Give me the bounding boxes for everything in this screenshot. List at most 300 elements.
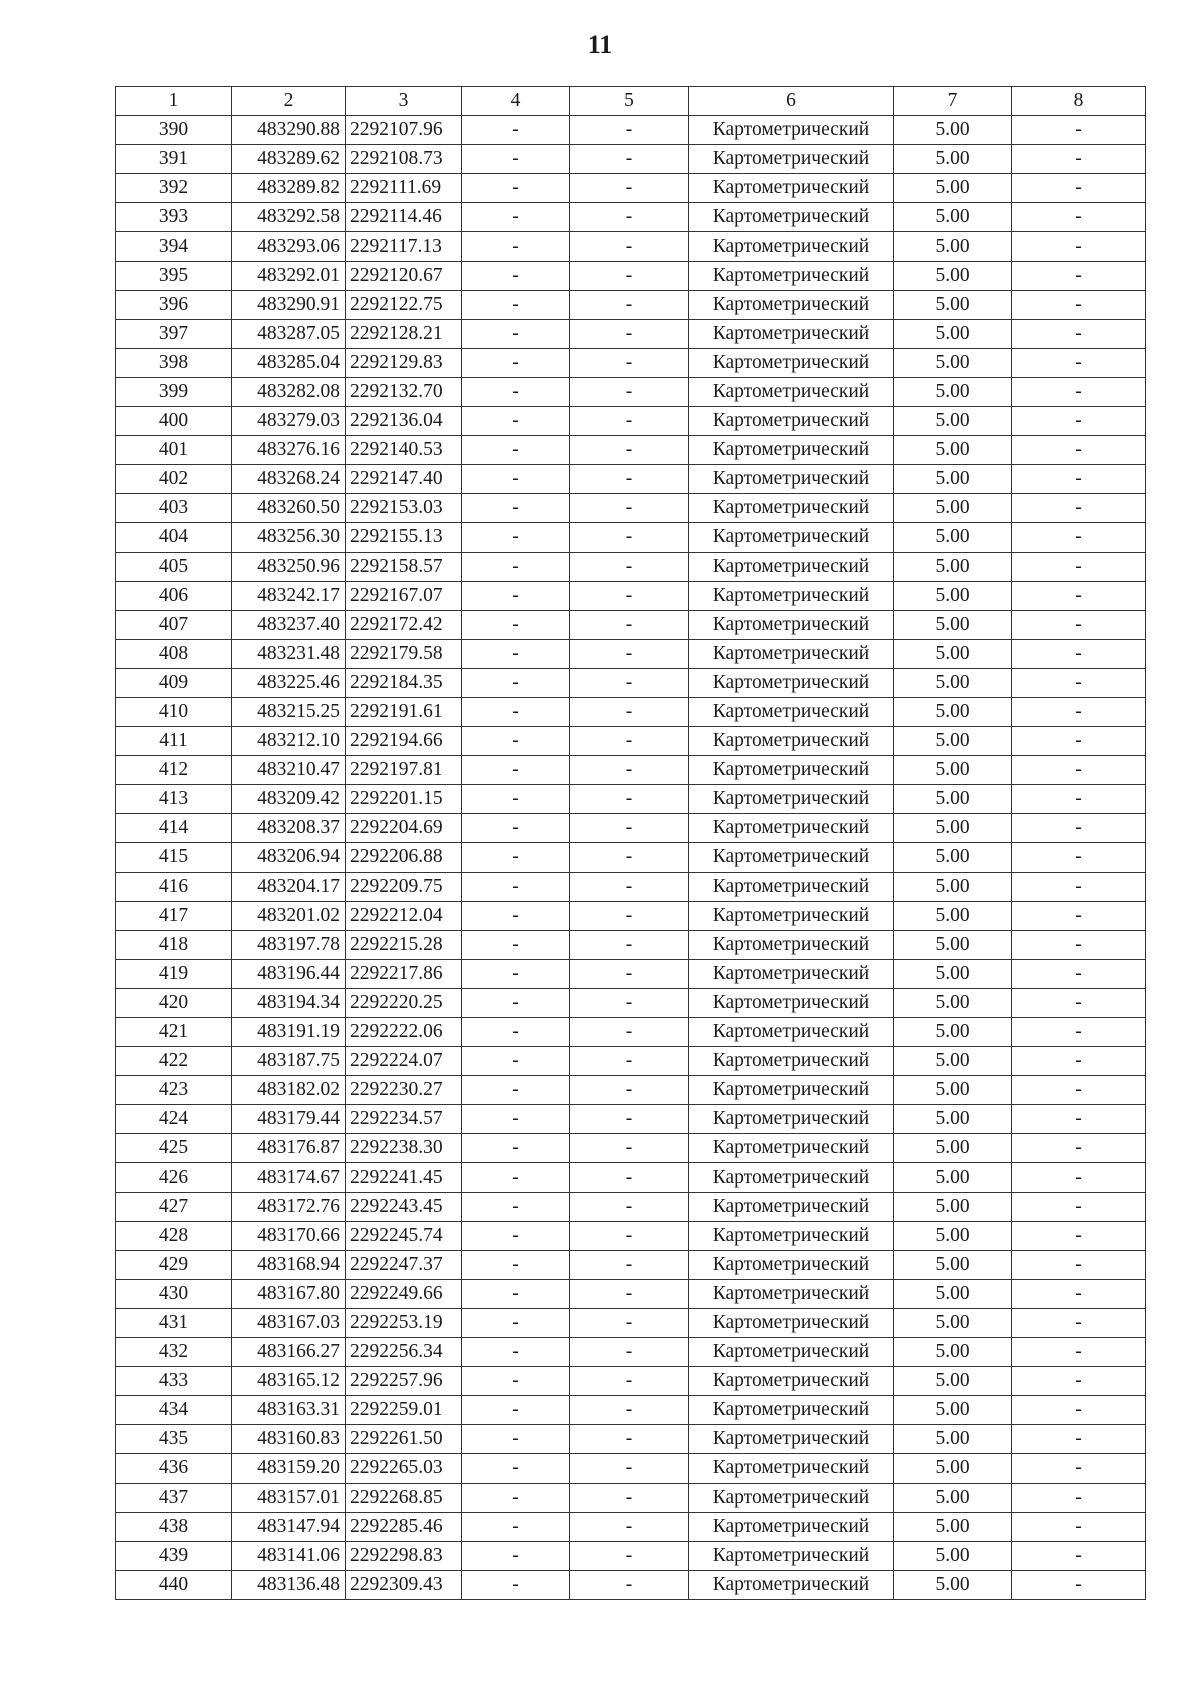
- table-row: [116, 814, 1146, 843]
- point-number-cell: 421: [116, 1018, 232, 1047]
- column-8-cell: -: [1012, 1134, 1146, 1163]
- accuracy-cell: 5.00: [894, 697, 1012, 726]
- x-coordinate-cell: 483250.96: [232, 552, 346, 581]
- column-4-cell: -: [462, 930, 570, 959]
- column-5-cell: -: [570, 1570, 689, 1599]
- x-coordinate-cell: 483165.12: [232, 1367, 346, 1396]
- column-4-cell: -: [462, 465, 570, 494]
- y-coordinate-cell: 2292111.69: [346, 174, 462, 203]
- accuracy-cell: 5.00: [894, 901, 1012, 930]
- x-coordinate-cell: 483282.08: [232, 377, 346, 406]
- y-coordinate-cell: 2292309.43: [346, 1570, 462, 1599]
- column-8-cell: -: [1012, 319, 1146, 348]
- table-row: [116, 1221, 1146, 1250]
- accuracy-cell: 5.00: [894, 1250, 1012, 1279]
- point-number-cell: 416: [116, 872, 232, 901]
- table-row: [116, 1047, 1146, 1076]
- column-4-cell: -: [462, 727, 570, 756]
- table-row: [116, 1250, 1146, 1279]
- x-coordinate-cell: 483290.88: [232, 116, 346, 145]
- x-coordinate-cell: 483159.20: [232, 1454, 346, 1483]
- x-coordinate-cell: 483147.94: [232, 1512, 346, 1541]
- column-4-cell: -: [462, 1512, 570, 1541]
- method-cell: Картометрический: [689, 901, 894, 930]
- y-coordinate-cell: 2292155.13: [346, 523, 462, 552]
- y-coordinate-cell: 2292120.67: [346, 261, 462, 290]
- point-number-cell: 426: [116, 1163, 232, 1192]
- method-cell: Картометрический: [689, 1308, 894, 1337]
- point-number-cell: 393: [116, 203, 232, 232]
- y-coordinate-cell: 2292194.66: [346, 727, 462, 756]
- y-coordinate-cell: 2292153.03: [346, 494, 462, 523]
- method-cell: Картометрический: [689, 465, 894, 494]
- table-header-row: [116, 87, 1146, 116]
- method-cell: Картометрический: [689, 1134, 894, 1163]
- column-5-cell: -: [570, 319, 689, 348]
- table-row: [116, 843, 1146, 872]
- column-5-cell: -: [570, 407, 689, 436]
- column-5-cell: -: [570, 872, 689, 901]
- method-cell: Картометрический: [689, 727, 894, 756]
- accuracy-cell: 5.00: [894, 1134, 1012, 1163]
- y-coordinate-cell: 2292117.13: [346, 232, 462, 261]
- y-coordinate-cell: 2292212.04: [346, 901, 462, 930]
- column-5-cell: -: [570, 1425, 689, 1454]
- column-4-cell: -: [462, 1163, 570, 1192]
- point-number-cell: 438: [116, 1512, 232, 1541]
- column-8-cell: -: [1012, 203, 1146, 232]
- column-8-cell: -: [1012, 814, 1146, 843]
- point-number-cell: 437: [116, 1483, 232, 1512]
- method-cell: Картометрический: [689, 319, 894, 348]
- column-header: 5: [570, 87, 689, 116]
- column-4-cell: -: [462, 1541, 570, 1570]
- column-header: 4: [462, 87, 570, 116]
- method-cell: Картометрический: [689, 1425, 894, 1454]
- method-cell: Картометрический: [689, 1105, 894, 1134]
- accuracy-cell: 5.00: [894, 1425, 1012, 1454]
- column-5-cell: -: [570, 639, 689, 668]
- point-number-cell: 427: [116, 1192, 232, 1221]
- point-number-cell: 404: [116, 523, 232, 552]
- accuracy-cell: 5.00: [894, 610, 1012, 639]
- column-4-cell: -: [462, 756, 570, 785]
- column-8-cell: -: [1012, 1367, 1146, 1396]
- accuracy-cell: 5.00: [894, 668, 1012, 697]
- column-header: 2: [232, 87, 346, 116]
- column-4-cell: -: [462, 639, 570, 668]
- point-number-cell: 418: [116, 930, 232, 959]
- method-cell: Картометрический: [689, 174, 894, 203]
- method-cell: Картометрический: [689, 988, 894, 1017]
- y-coordinate-cell: 2292197.81: [346, 756, 462, 785]
- column-4-cell: -: [462, 988, 570, 1017]
- point-number-cell: 391: [116, 145, 232, 174]
- y-coordinate-cell: 2292201.15: [346, 785, 462, 814]
- x-coordinate-cell: 483260.50: [232, 494, 346, 523]
- x-coordinate-cell: 483279.03: [232, 407, 346, 436]
- accuracy-cell: 5.00: [894, 1512, 1012, 1541]
- y-coordinate-cell: 2292224.07: [346, 1047, 462, 1076]
- y-coordinate-cell: 2292147.40: [346, 465, 462, 494]
- y-coordinate-cell: 2292268.85: [346, 1483, 462, 1512]
- x-coordinate-cell: 483293.06: [232, 232, 346, 261]
- x-coordinate-cell: 483136.48: [232, 1570, 346, 1599]
- column-4-cell: -: [462, 1338, 570, 1367]
- x-coordinate-cell: 483206.94: [232, 843, 346, 872]
- column-5-cell: -: [570, 1367, 689, 1396]
- column-5-cell: -: [570, 1512, 689, 1541]
- x-coordinate-cell: 483212.10: [232, 727, 346, 756]
- x-coordinate-cell: 483176.87: [232, 1134, 346, 1163]
- column-4-cell: -: [462, 1047, 570, 1076]
- table-row: [116, 1134, 1146, 1163]
- x-coordinate-cell: 483174.67: [232, 1163, 346, 1192]
- y-coordinate-cell: 2292206.88: [346, 843, 462, 872]
- table-row: [116, 436, 1146, 465]
- column-8-cell: -: [1012, 756, 1146, 785]
- y-coordinate-cell: 2292217.86: [346, 959, 462, 988]
- column-8-cell: -: [1012, 145, 1146, 174]
- column-4-cell: -: [462, 1221, 570, 1250]
- table-row: [116, 1279, 1146, 1308]
- x-coordinate-cell: 483256.30: [232, 523, 346, 552]
- accuracy-cell: 5.00: [894, 1076, 1012, 1105]
- table-row: [116, 1367, 1146, 1396]
- point-number-cell: 408: [116, 639, 232, 668]
- table-row: [116, 1483, 1146, 1512]
- column-5-cell: -: [570, 261, 689, 290]
- y-coordinate-cell: 2292191.61: [346, 697, 462, 726]
- table-row: [116, 610, 1146, 639]
- column-8-cell: -: [1012, 465, 1146, 494]
- table-row: [116, 377, 1146, 406]
- column-5-cell: -: [570, 1250, 689, 1279]
- method-cell: Картометрический: [689, 581, 894, 610]
- column-5-cell: -: [570, 1163, 689, 1192]
- column-8-cell: -: [1012, 610, 1146, 639]
- column-4-cell: -: [462, 581, 570, 610]
- column-8-cell: -: [1012, 494, 1146, 523]
- column-8-cell: -: [1012, 377, 1146, 406]
- y-coordinate-cell: 2292136.04: [346, 407, 462, 436]
- table-row: [116, 319, 1146, 348]
- accuracy-cell: 5.00: [894, 1483, 1012, 1512]
- point-number-cell: 423: [116, 1076, 232, 1105]
- point-number-cell: 395: [116, 261, 232, 290]
- column-8-cell: -: [1012, 1338, 1146, 1367]
- accuracy-cell: 5.00: [894, 1192, 1012, 1221]
- column-header: 1: [116, 87, 232, 116]
- column-8-cell: -: [1012, 1512, 1146, 1541]
- method-cell: Картометрический: [689, 668, 894, 697]
- column-5-cell: -: [570, 145, 689, 174]
- table-row: [116, 494, 1146, 523]
- x-coordinate-cell: 483194.34: [232, 988, 346, 1017]
- table-row: [116, 290, 1146, 319]
- column-4-cell: -: [462, 523, 570, 552]
- accuracy-cell: 5.00: [894, 1018, 1012, 1047]
- table-row: [116, 1163, 1146, 1192]
- y-coordinate-cell: 2292257.96: [346, 1367, 462, 1396]
- x-coordinate-cell: 483290.91: [232, 290, 346, 319]
- column-5-cell: -: [570, 988, 689, 1017]
- accuracy-cell: 5.00: [894, 552, 1012, 581]
- page-number: 11: [587, 30, 613, 59]
- method-cell: Картометрический: [689, 232, 894, 261]
- method-cell: Картометрический: [689, 1396, 894, 1425]
- y-coordinate-cell: 2292184.35: [346, 668, 462, 697]
- x-coordinate-cell: 483242.17: [232, 581, 346, 610]
- x-coordinate-cell: 483157.01: [232, 1483, 346, 1512]
- x-coordinate-cell: 483210.47: [232, 756, 346, 785]
- accuracy-cell: 5.00: [894, 785, 1012, 814]
- point-number-cell: 412: [116, 756, 232, 785]
- column-8-cell: -: [1012, 727, 1146, 756]
- y-coordinate-cell: 2292241.45: [346, 1163, 462, 1192]
- y-coordinate-cell: 2292261.50: [346, 1425, 462, 1454]
- table-row: [116, 697, 1146, 726]
- point-number-cell: 399: [116, 377, 232, 406]
- accuracy-cell: 5.00: [894, 1541, 1012, 1570]
- column-4-cell: -: [462, 436, 570, 465]
- accuracy-cell: 5.00: [894, 145, 1012, 174]
- point-number-cell: 392: [116, 174, 232, 203]
- x-coordinate-cell: 483167.80: [232, 1279, 346, 1308]
- column-5-cell: -: [570, 843, 689, 872]
- column-8-cell: -: [1012, 1396, 1146, 1425]
- x-coordinate-cell: 483204.17: [232, 872, 346, 901]
- column-8-cell: -: [1012, 1279, 1146, 1308]
- y-coordinate-cell: 2292167.07: [346, 581, 462, 610]
- column-4-cell: -: [462, 319, 570, 348]
- column-4-cell: -: [462, 785, 570, 814]
- point-number-cell: 407: [116, 610, 232, 639]
- table-row: [116, 727, 1146, 756]
- method-cell: Картометрический: [689, 1367, 894, 1396]
- column-4-cell: -: [462, 494, 570, 523]
- method-cell: Картометрический: [689, 843, 894, 872]
- x-coordinate-cell: 483168.94: [232, 1250, 346, 1279]
- accuracy-cell: 5.00: [894, 1396, 1012, 1425]
- point-number-cell: 409: [116, 668, 232, 697]
- column-4-cell: -: [462, 552, 570, 581]
- point-number-cell: 417: [116, 901, 232, 930]
- x-coordinate-cell: 483191.19: [232, 1018, 346, 1047]
- point-number-cell: 413: [116, 785, 232, 814]
- column-4-cell: -: [462, 1076, 570, 1105]
- point-number-cell: 394: [116, 232, 232, 261]
- column-8-cell: -: [1012, 1192, 1146, 1221]
- column-8-cell: -: [1012, 872, 1146, 901]
- x-coordinate-cell: 483172.76: [232, 1192, 346, 1221]
- method-cell: Картометрический: [689, 1570, 894, 1599]
- point-number-cell: 398: [116, 348, 232, 377]
- column-5-cell: -: [570, 727, 689, 756]
- table-row: [116, 1541, 1146, 1570]
- column-5-cell: -: [570, 959, 689, 988]
- column-5-cell: -: [570, 174, 689, 203]
- method-cell: Картометрический: [689, 1076, 894, 1105]
- table-row: [116, 988, 1146, 1017]
- table-row: [116, 1308, 1146, 1337]
- column-8-cell: -: [1012, 232, 1146, 261]
- x-coordinate-cell: 483209.42: [232, 785, 346, 814]
- accuracy-cell: 5.00: [894, 174, 1012, 203]
- table-row: [116, 407, 1146, 436]
- accuracy-cell: 5.00: [894, 988, 1012, 1017]
- table-row: [116, 552, 1146, 581]
- column-header: 7: [894, 87, 1012, 116]
- method-cell: Картометрический: [689, 1018, 894, 1047]
- column-8-cell: -: [1012, 1221, 1146, 1250]
- column-4-cell: -: [462, 872, 570, 901]
- table-row: [116, 232, 1146, 261]
- x-coordinate-cell: 483231.48: [232, 639, 346, 668]
- table-row: [116, 1396, 1146, 1425]
- x-coordinate-cell: 483197.78: [232, 930, 346, 959]
- method-cell: Картометрический: [689, 930, 894, 959]
- column-4-cell: -: [462, 407, 570, 436]
- column-8-cell: -: [1012, 1541, 1146, 1570]
- y-coordinate-cell: 2292247.37: [346, 1250, 462, 1279]
- x-coordinate-cell: 483268.24: [232, 465, 346, 494]
- point-number-cell: 419: [116, 959, 232, 988]
- column-5-cell: -: [570, 1221, 689, 1250]
- point-number-cell: 424: [116, 1105, 232, 1134]
- column-8-cell: -: [1012, 174, 1146, 203]
- column-4-cell: -: [462, 1570, 570, 1599]
- column-8-cell: -: [1012, 1163, 1146, 1192]
- method-cell: Картометрический: [689, 1279, 894, 1308]
- y-coordinate-cell: 2292220.25: [346, 988, 462, 1017]
- column-8-cell: -: [1012, 1250, 1146, 1279]
- column-4-cell: -: [462, 1192, 570, 1221]
- table-row: [116, 1076, 1146, 1105]
- x-coordinate-cell: 483292.01: [232, 261, 346, 290]
- point-number-cell: 422: [116, 1047, 232, 1076]
- y-coordinate-cell: 2292285.46: [346, 1512, 462, 1541]
- column-5-cell: -: [570, 203, 689, 232]
- column-4-cell: -: [462, 290, 570, 319]
- accuracy-cell: 5.00: [894, 407, 1012, 436]
- column-5-cell: -: [570, 1308, 689, 1337]
- column-8-cell: -: [1012, 1018, 1146, 1047]
- column-4-cell: -: [462, 1279, 570, 1308]
- method-cell: Картометрический: [689, 785, 894, 814]
- y-coordinate-cell: 2292129.83: [346, 348, 462, 377]
- method-cell: Картометрический: [689, 639, 894, 668]
- method-cell: Картометрический: [689, 552, 894, 581]
- point-number-cell: 433: [116, 1367, 232, 1396]
- method-cell: Картометрический: [689, 1483, 894, 1512]
- column-4-cell: -: [462, 1367, 570, 1396]
- column-4-cell: -: [462, 261, 570, 290]
- column-4-cell: -: [462, 116, 570, 145]
- accuracy-cell: 5.00: [894, 930, 1012, 959]
- x-coordinate-cell: 483182.02: [232, 1076, 346, 1105]
- method-cell: Картометрический: [689, 261, 894, 290]
- column-5-cell: -: [570, 1105, 689, 1134]
- column-5-cell: -: [570, 1018, 689, 1047]
- table-row: [116, 930, 1146, 959]
- column-5-cell: -: [570, 348, 689, 377]
- x-coordinate-cell: 483170.66: [232, 1221, 346, 1250]
- accuracy-cell: 5.00: [894, 727, 1012, 756]
- column-5-cell: -: [570, 436, 689, 465]
- accuracy-cell: 5.00: [894, 1338, 1012, 1367]
- method-cell: Картометрический: [689, 1541, 894, 1570]
- point-number-cell: 396: [116, 290, 232, 319]
- table-body: [116, 116, 1146, 1600]
- column-4-cell: -: [462, 901, 570, 930]
- table-row: [116, 1454, 1146, 1483]
- column-8-cell: -: [1012, 1570, 1146, 1599]
- accuracy-cell: 5.00: [894, 1047, 1012, 1076]
- point-number-cell: 401: [116, 436, 232, 465]
- method-cell: Картометрический: [689, 1221, 894, 1250]
- column-8-cell: -: [1012, 290, 1146, 319]
- accuracy-cell: 5.00: [894, 203, 1012, 232]
- column-4-cell: -: [462, 610, 570, 639]
- column-8-cell: -: [1012, 785, 1146, 814]
- method-cell: Картометрический: [689, 814, 894, 843]
- point-number-cell: 431: [116, 1308, 232, 1337]
- y-coordinate-cell: 2292132.70: [346, 377, 462, 406]
- column-4-cell: -: [462, 959, 570, 988]
- column-5-cell: -: [570, 697, 689, 726]
- column-4-cell: -: [462, 1483, 570, 1512]
- column-8-cell: -: [1012, 843, 1146, 872]
- column-4-cell: -: [462, 814, 570, 843]
- point-number-cell: 420: [116, 988, 232, 1017]
- method-cell: Картометрический: [689, 1454, 894, 1483]
- y-coordinate-cell: 2292140.53: [346, 436, 462, 465]
- point-number-cell: 411: [116, 727, 232, 756]
- column-8-cell: -: [1012, 1308, 1146, 1337]
- column-5-cell: -: [570, 756, 689, 785]
- column-4-cell: -: [462, 203, 570, 232]
- point-number-cell: 434: [116, 1396, 232, 1425]
- coordinates-table: [115, 86, 1146, 1600]
- column-8-cell: -: [1012, 1047, 1146, 1076]
- column-4-cell: -: [462, 1134, 570, 1163]
- method-cell: Картометрический: [689, 1250, 894, 1279]
- point-number-cell: 435: [116, 1425, 232, 1454]
- table-row: [116, 639, 1146, 668]
- column-4-cell: -: [462, 377, 570, 406]
- accuracy-cell: 5.00: [894, 261, 1012, 290]
- accuracy-cell: 5.00: [894, 1570, 1012, 1599]
- y-coordinate-cell: 2292179.58: [346, 639, 462, 668]
- method-cell: Картометрический: [689, 523, 894, 552]
- method-cell: Картометрический: [689, 610, 894, 639]
- accuracy-cell: 5.00: [894, 232, 1012, 261]
- column-8-cell: -: [1012, 1105, 1146, 1134]
- point-number-cell: 402: [116, 465, 232, 494]
- table-row: [116, 1192, 1146, 1221]
- column-5-cell: -: [570, 523, 689, 552]
- y-coordinate-cell: 2292253.19: [346, 1308, 462, 1337]
- method-cell: Картометрический: [689, 377, 894, 406]
- column-4-cell: -: [462, 1425, 570, 1454]
- y-coordinate-cell: 2292243.45: [346, 1192, 462, 1221]
- column-5-cell: -: [570, 116, 689, 145]
- x-coordinate-cell: 483292.58: [232, 203, 346, 232]
- x-coordinate-cell: 483187.75: [232, 1047, 346, 1076]
- column-4-cell: -: [462, 1396, 570, 1425]
- method-cell: Картометрический: [689, 436, 894, 465]
